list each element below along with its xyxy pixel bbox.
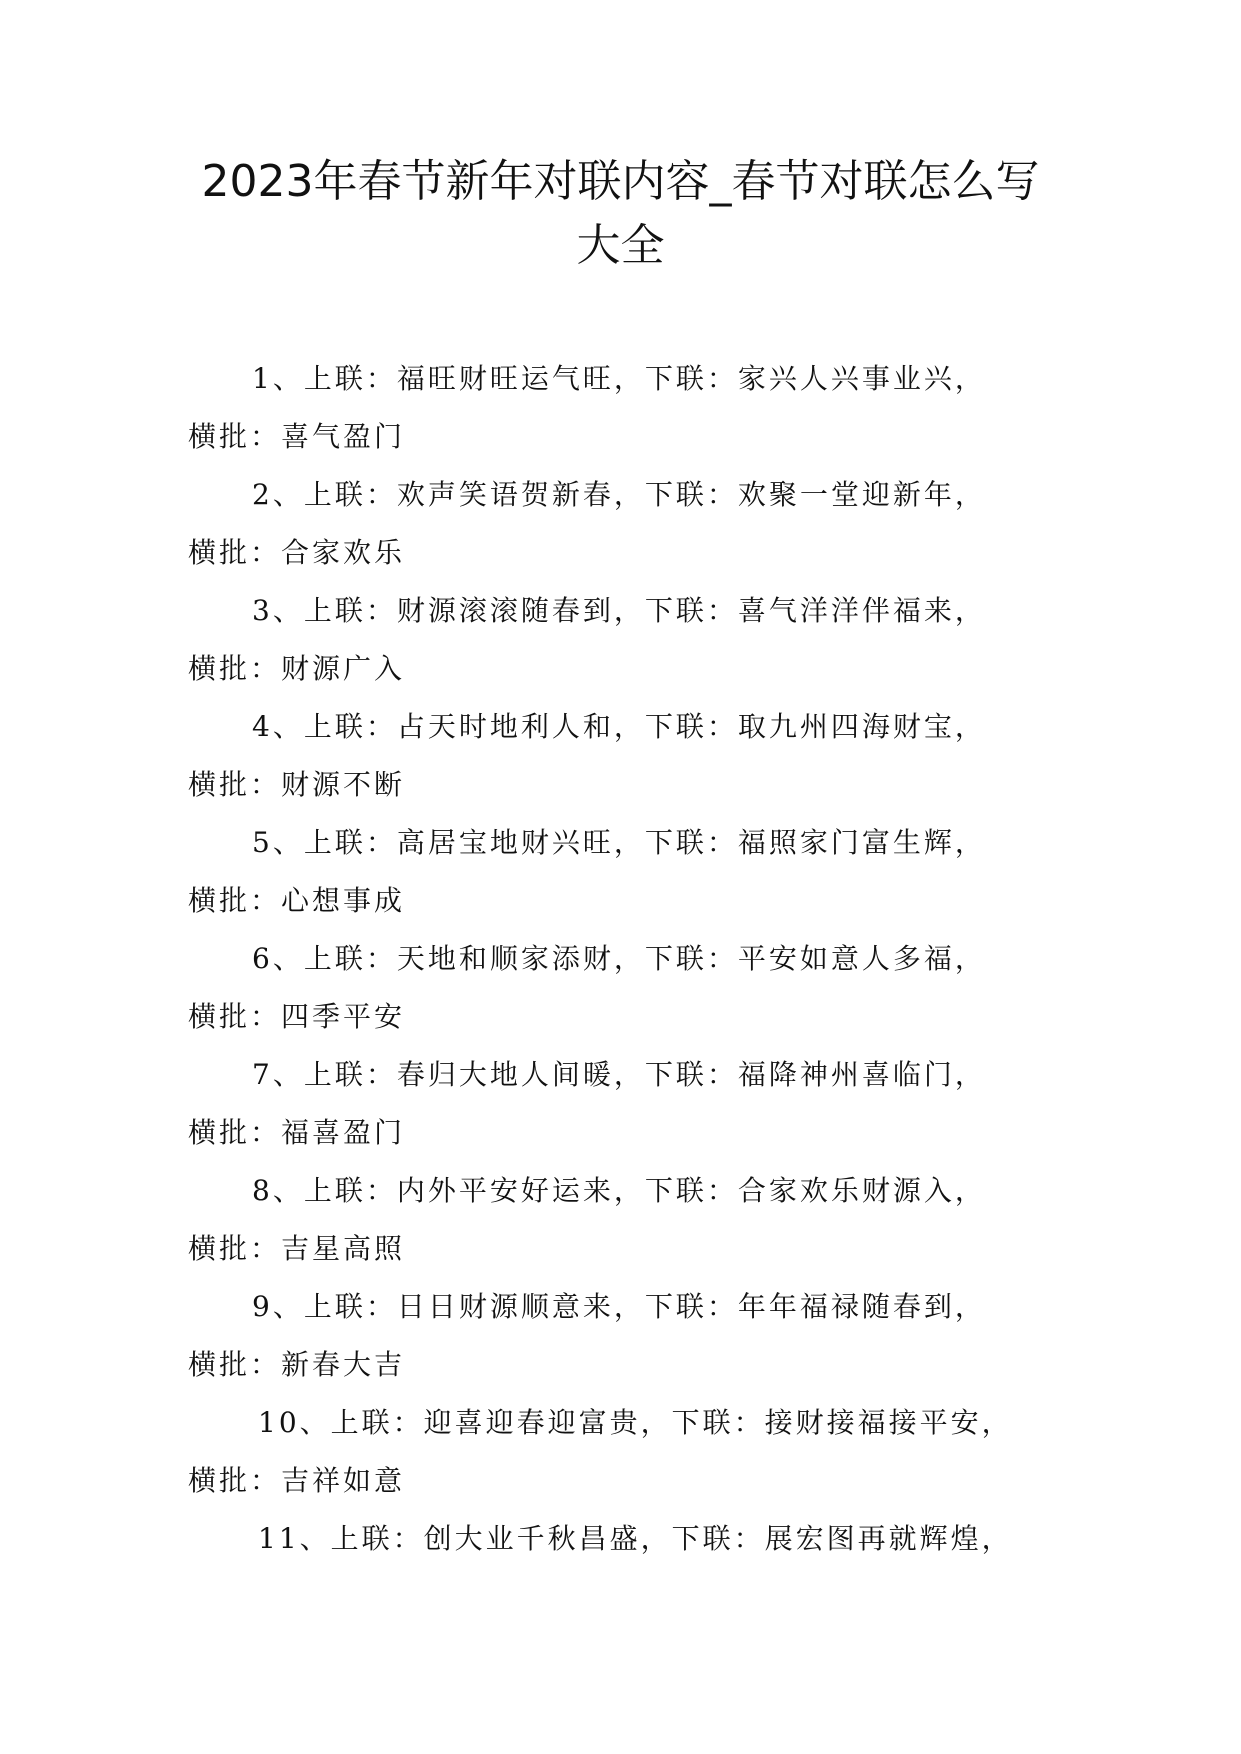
list-item — [188, 466, 1088, 582]
couplet-line: 6、上联：天地和顺家添财，下联：平安如意人多福， — [252, 942, 986, 975]
couplet-list — [188, 350, 1088, 1568]
couplet-line: 11、上联：创大业千秋昌盛，下联：展宏图再就辉煌， — [258, 1522, 1013, 1555]
list-item — [188, 1394, 1088, 1510]
banner-line: 横批：四季平安 — [188, 1000, 406, 1033]
couplet-line: 1、上联：福旺财旺运气旺，下联：家兴人兴事业兴， — [252, 362, 986, 395]
banner-line: 横批：财源广入 — [188, 652, 406, 685]
couplet-line: 10、上联：迎喜迎春迎富贵，下联：接财接福接平安， — [258, 1406, 1013, 1439]
couplet-line: 8、上联：内外平安好运来，下联：合家欢乐财源入， — [252, 1174, 986, 1207]
banner-line: 横批：财源不断 — [188, 768, 406, 801]
list-item — [188, 1278, 1088, 1394]
page-title — [150, 150, 1091, 278]
banner-line: 横批：合家欢乐 — [188, 536, 406, 569]
couplet-line: 9、上联：日日财源顺意来，下联：年年福禄随春到， — [252, 1290, 986, 1323]
couplet-line: 5、上联：高居宝地财兴旺，下联：福照家门富生辉， — [252, 826, 986, 859]
title-line-2: 大全 — [576, 220, 665, 271]
couplet-line: 3、上联：财源滚滚随春到，下联：喜气洋洋伴福来， — [252, 594, 986, 627]
list-item — [188, 698, 1088, 814]
banner-line: 横批：吉星高照 — [188, 1232, 406, 1265]
list-item — [188, 930, 1088, 1046]
list-item — [188, 582, 1088, 698]
banner-line: 横批：吉祥如意 — [188, 1464, 406, 1497]
list-item — [188, 814, 1088, 930]
list-item — [188, 350, 1088, 466]
banner-line: 横批：新春大吉 — [188, 1348, 406, 1381]
banner-line: 横批：心想事成 — [188, 884, 406, 917]
banner-line: 横批：喜气盈门 — [188, 420, 406, 453]
couplet-line: 2、上联：欢声笑语贺新春，下联：欢聚一堂迎新年， — [252, 478, 986, 511]
list-item — [188, 1162, 1088, 1278]
banner-line: 横批：福喜盈门 — [188, 1116, 406, 1149]
list-item — [188, 1510, 1088, 1568]
list-item — [188, 1046, 1088, 1162]
couplet-line: 7、上联：春归大地人间暖，下联：福降神州喜临门， — [252, 1058, 986, 1091]
title-line-1: 2023年春节新年对联内容_春节对联怎么写 — [201, 156, 1040, 207]
couplet-line: 4、上联：占天时地利人和，下联：取九州四海财宝， — [252, 710, 986, 743]
